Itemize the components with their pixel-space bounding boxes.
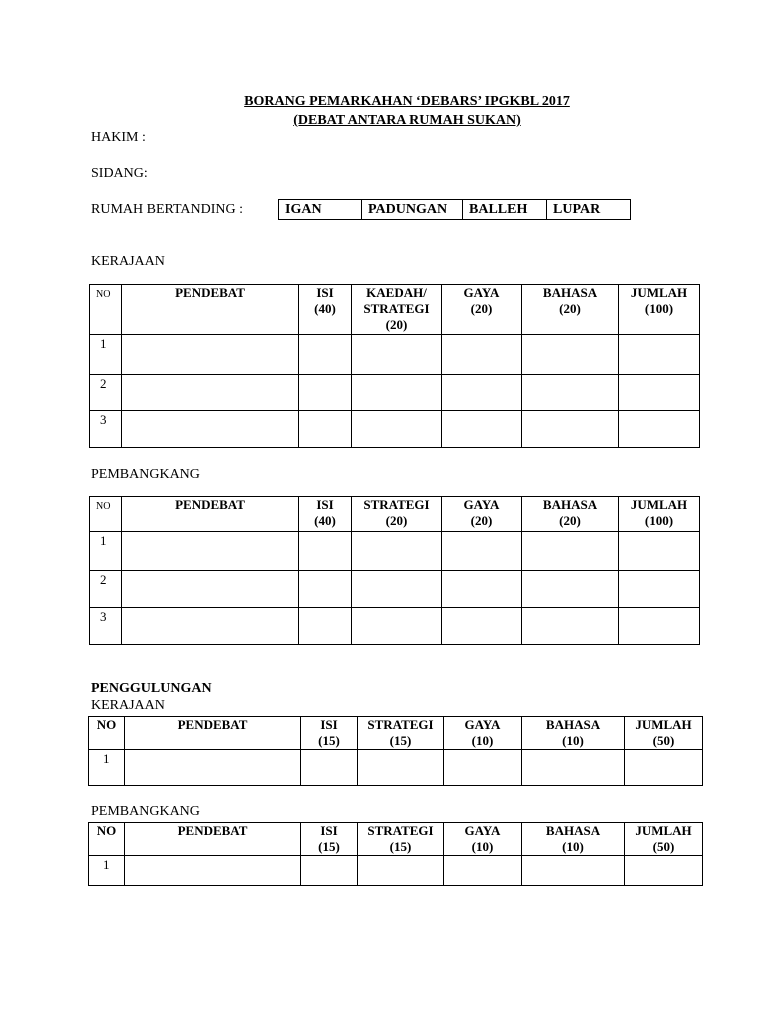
row-number: 1 [90,532,122,571]
header-strategi: STRATEGI (15) [358,717,444,750]
sidang-label: SIDANG: [91,166,148,181]
jumlah-cell[interactable] [619,571,700,608]
house-lupar: LUPAR [547,200,631,220]
isi-cell[interactable] [301,750,358,786]
gaya-cell[interactable] [442,608,522,645]
header-gaya: GAYA (20) [442,285,522,335]
bahasa-cell[interactable] [522,750,625,786]
house-balleh: BALLEH [463,200,547,220]
form-title: BORANG PEMARKAHAN ‘DEBARS’ IPGKBL 2017 [244,94,570,109]
header-no: NO [90,285,122,335]
isi-cell[interactable] [299,571,352,608]
pendebat-cell[interactable] [122,375,299,411]
form-subtitle: (DEBAT ANTARA RUMAH SUKAN) [293,113,521,128]
table-header-row [89,823,703,856]
header-pendebat: PENDEBAT [122,285,299,335]
houses-table [278,199,631,220]
isi-cell[interactable] [299,532,352,571]
table-header-row [90,497,700,532]
bahasa-cell[interactable] [522,375,619,411]
pendebat-cell[interactable] [122,532,299,571]
jumlah-cell[interactable] [625,750,703,786]
row-number: 2 [90,571,122,608]
header-isi: ISI (40) [299,497,352,532]
strategi-cell[interactable] [352,532,442,571]
penggulungan-kerajaan-label: KERAJAAN [91,698,165,713]
header-isi: ISI (40) [299,285,352,335]
header-pendebat: PENDEBAT [125,717,301,750]
table-row [89,856,703,886]
header-jumlah: JUMLAH (100) [619,285,700,335]
gaya-cell[interactable] [442,411,522,448]
strategi-cell[interactable] [358,750,444,786]
table-row [89,750,703,786]
jumlah-cell[interactable] [625,856,703,886]
hakim-label: HAKIM : [91,130,146,145]
row-number: 3 [90,608,122,645]
pendebat-cell[interactable] [122,411,299,448]
header-no: NO [90,497,122,532]
gaya-cell[interactable] [442,532,522,571]
header-bahasa: BAHASA (20) [522,497,619,532]
pembangkang-score-table [89,496,700,645]
header-strategi: STRATEGI (20) [352,497,442,532]
header-no: NO [89,823,125,856]
strategi-cell[interactable] [352,335,442,375]
bahasa-cell[interactable] [522,335,619,375]
jumlah-cell[interactable] [619,608,700,645]
table-header-row [90,285,700,335]
table-row [90,335,700,375]
gaya-cell[interactable] [444,750,522,786]
gaya-cell[interactable] [442,375,522,411]
gaya-cell[interactable] [442,571,522,608]
isi-cell[interactable] [299,608,352,645]
pembangkang-label: PEMBANGKANG [91,467,200,482]
isi-cell[interactable] [299,375,352,411]
bahasa-cell[interactable] [522,411,619,448]
penggulungan-pembangkang-table [88,822,703,886]
strategi-cell[interactable] [352,411,442,448]
pendebat-cell[interactable] [125,750,301,786]
pendebat-cell[interactable] [122,571,299,608]
table-row [90,608,700,645]
kerajaan-score-table [89,284,700,448]
table-row [90,375,700,411]
table-row [90,571,700,608]
row-number: 1 [89,856,125,886]
jumlah-cell[interactable] [619,335,700,375]
bahasa-cell[interactable] [522,856,625,886]
table-header-row [89,717,703,750]
pendebat-cell[interactable] [122,608,299,645]
pendebat-cell[interactable] [122,335,299,375]
penggulungan-kerajaan-table [88,716,703,786]
row-number: 2 [90,375,122,411]
header-pendebat: PENDEBAT [125,823,301,856]
jumlah-cell[interactable] [619,411,700,448]
header-strategi: STRATEGI (15) [358,823,444,856]
penggulungan-heading: PENGGULUNGAN [91,681,212,696]
row-number: 1 [89,750,125,786]
strategi-cell[interactable] [352,375,442,411]
header-gaya: GAYA (10) [444,717,522,750]
kerajaan-label: KERAJAAN [91,254,165,269]
header-no: NO [89,717,125,750]
bahasa-cell[interactable] [522,532,619,571]
header-gaya: GAYA (10) [444,823,522,856]
gaya-cell[interactable] [442,335,522,375]
jumlah-cell[interactable] [619,532,700,571]
header-isi: ISI (15) [301,823,358,856]
header-gaya: GAYA (20) [442,497,522,532]
header-isi: ISI (15) [301,717,358,750]
header-bahasa: BAHASA (10) [522,823,625,856]
isi-cell[interactable] [299,335,352,375]
table-row [90,411,700,448]
bahasa-cell[interactable] [522,608,619,645]
strategi-cell[interactable] [358,856,444,886]
house-igan: IGAN [279,200,362,220]
header-jumlah: JUMLAH (50) [625,823,703,856]
gaya-cell[interactable] [444,856,522,886]
isi-cell[interactable] [299,411,352,448]
penggulungan-pembangkang-label: PEMBANGKANG [91,804,200,819]
header-bahasa: BAHASA (10) [522,717,625,750]
pendebat-cell[interactable] [125,856,301,886]
table-row [90,532,700,571]
strategi-cell[interactable] [352,608,442,645]
header-pendebat: PENDEBAT [122,497,299,532]
strategi-cell[interactable] [352,571,442,608]
header-kaedah-strategi: KAEDAH/ STRATEGI (20) [352,285,442,335]
house-padungan: PADUNGAN [362,200,463,220]
header-jumlah: JUMLAH (50) [625,717,703,750]
rumah-bertanding-label: RUMAH BERTANDING : [91,202,244,217]
row-number: 1 [90,335,122,375]
bahasa-cell[interactable] [522,571,619,608]
jumlah-cell[interactable] [619,375,700,411]
header-jumlah: JUMLAH (100) [619,497,700,532]
row-number: 3 [90,411,122,448]
header-bahasa: BAHASA (20) [522,285,619,335]
isi-cell[interactable] [301,856,358,886]
